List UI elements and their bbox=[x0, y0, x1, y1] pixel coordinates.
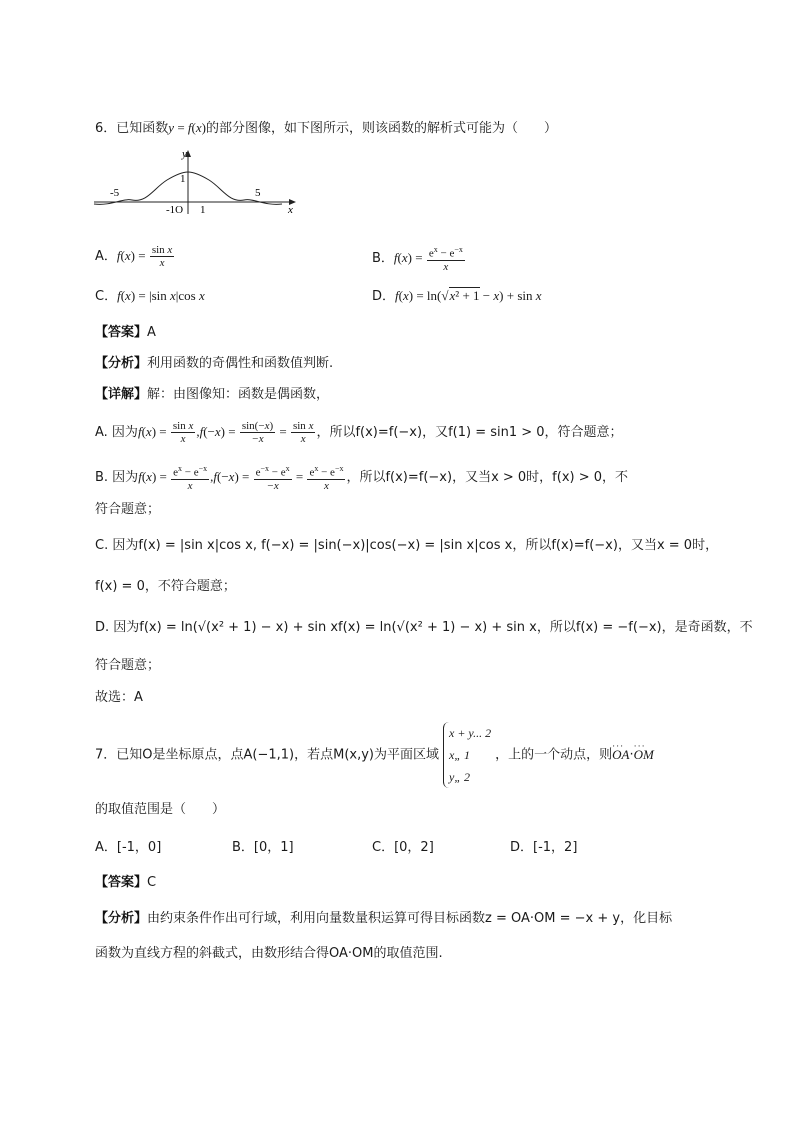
x-tick-1: 1 bbox=[200, 204, 206, 216]
q7-option-d: D．[-1，2] bbox=[510, 840, 578, 855]
q6-detail-b: B. 因为f(x) = $\frac{e^x - e^{-x}}{x}$ ,f(−x) = $\frac{e^{-x} - e^x}{-x}$ = $\frac{e^x - e^{-x}}{x}$ ，所以f(x)=f(−x)，又当x > 0时，f(x) > 0，不 bbox=[95, 464, 629, 492]
q7-option-b: B．[0，1] bbox=[232, 840, 294, 855]
q6-function-graph bbox=[92, 148, 302, 218]
q6-answer: 【答案】A bbox=[95, 325, 156, 340]
y-tick-1: 1 bbox=[180, 173, 186, 185]
q6-detail-b-cont: 符合题意； bbox=[95, 502, 161, 517]
q6-choose: 故选：A bbox=[95, 690, 143, 705]
q7-stem: 7．已知O是坐标原点，点A(−1,1)，若点M(x,y)为平面区域 x + y... 2 x„ 1 y„ 2 ，上的一个动点，则··· OA···· OM bbox=[95, 722, 654, 788]
q7-analysis-cont: 函数为直线方程的斜截式，由数形结合得OA·OM的取值范围. bbox=[95, 946, 443, 961]
q7-option-a: A．[-1，0] bbox=[95, 840, 162, 855]
x-tick-minus1-origin: -1O bbox=[166, 204, 184, 216]
q6-detail-d-cont: 符合题意； bbox=[95, 658, 161, 673]
q6-stem: 6．已知函数y = f(x)的部分图像，如下图所示，则该函数的解析式可能为（ ） bbox=[95, 120, 558, 136]
q6-option-a: A．f(x) = $\frac{\text{sin x}}{x}$ bbox=[95, 244, 173, 269]
q7-option-c: C．[0，2] bbox=[372, 840, 434, 855]
q6-detail-a: A. 因为f(x) = $\frac{\text{sin x}}{x}$ ,f(−x) = $\frac{\sin(-x)}{-x}$ = $\frac{\text{sin x}}{x}$ ，所以f(x)=f(−x)，又f(1) = sin1 > 0，符合题意； bbox=[95, 420, 623, 445]
q6-detail-c-cont: f(x) = 0，不符合题意； bbox=[95, 579, 236, 594]
x-tick-5: 5 bbox=[255, 187, 261, 199]
q7-stem-cont: 的取值范围是（ ） bbox=[95, 802, 226, 817]
q6-option-b: B．f(x) = $\frac{e^x - e^{-x}}{x}$ bbox=[372, 245, 463, 273]
q7-answer: 【答案】C bbox=[95, 875, 157, 890]
x-tick-minus5: -5 bbox=[110, 187, 120, 199]
q6-option-d: D．f(x) = ln(√x² + 1 − x) + sin x bbox=[372, 288, 542, 304]
q6-option-c: C．f(x) = |sin x|cos x bbox=[95, 288, 205, 304]
q6-detail-d: D. 因为f(x) = ln(√(x² + 1) − x) + sin xf(x) = ln(√(x² + 1) − x) + sin x，所以f(x) = −f(−x)，是奇函数，不 bbox=[95, 620, 753, 635]
q7-analysis: 【分析】由约束条件作出可行域，利用向量数量积运算可得目标函数z = OA·OM = −x + y，化目标 bbox=[95, 911, 673, 926]
q6-detail-c: C. 因为f(x) = |sin x|cos x, f(−x) = |sin(−x)|cos(−x) = |sin x|cos x，所以f(x)=f(−x)，又当x = 0时， bbox=[95, 538, 719, 553]
x-axis-label: x bbox=[288, 204, 293, 216]
q6-analysis: 【分析】利用函数的奇偶性和函数值判断. bbox=[95, 356, 334, 371]
y-axis-label: y bbox=[182, 148, 187, 160]
q7-constraint-system: x + y... 2 x„ 1 y„ 2 bbox=[443, 722, 491, 788]
q6-detail: 【详解】解：由图像知：函数是偶函数， bbox=[95, 387, 330, 402]
